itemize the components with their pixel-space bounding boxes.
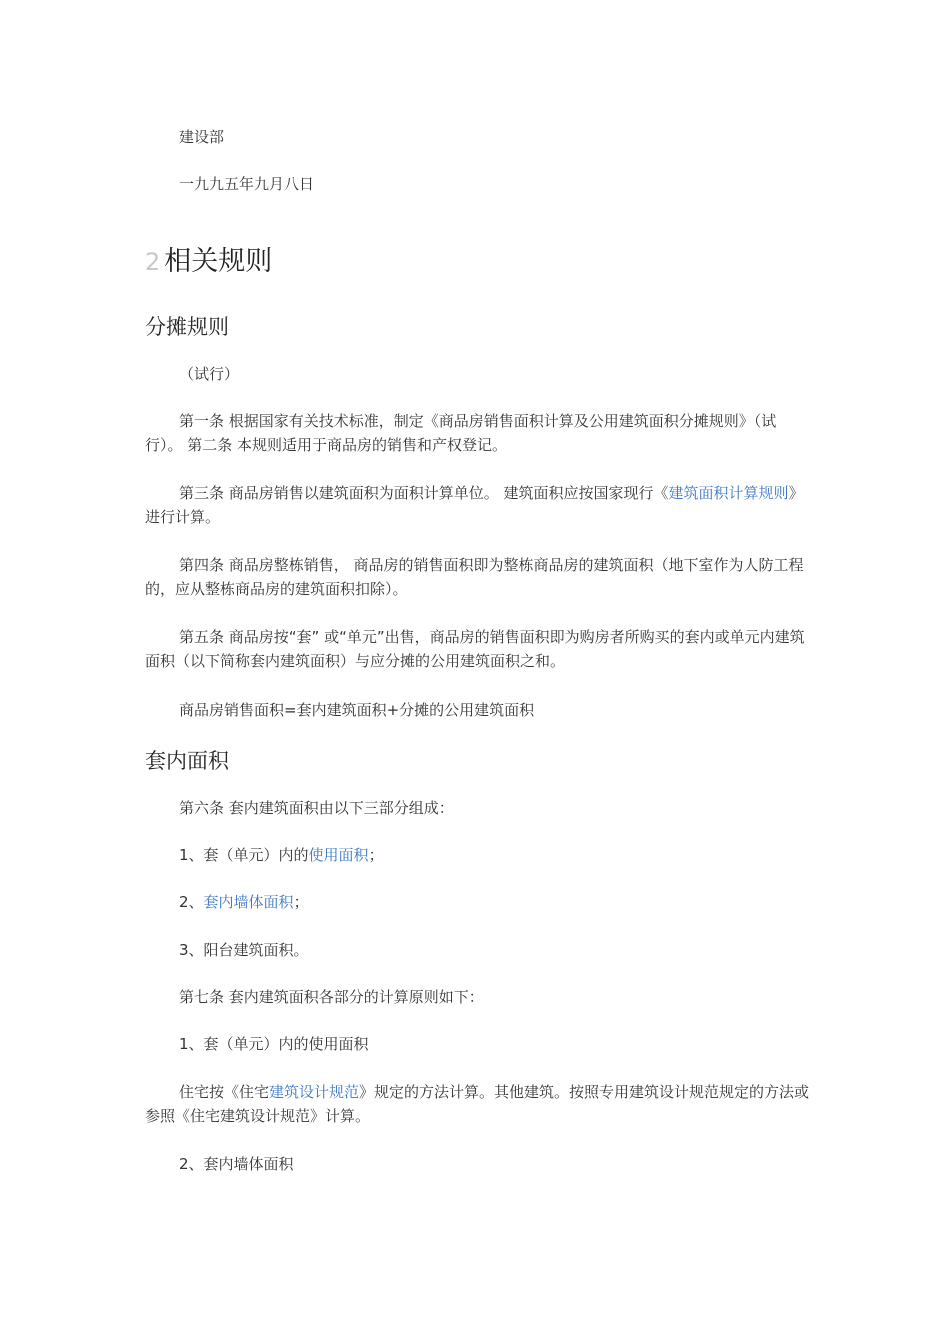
rule-usable-area-text-a: 住宅按《住宅	[179, 1083, 270, 1101]
subsection-heading-allocation: 分摊规则	[145, 315, 229, 339]
rule-usable-area-text-b: 》规定的方法计算。其他建筑。按照专用建筑设计规范规定的方法或参照《住宅建筑设计规范》计算。	[145, 1083, 810, 1125]
section-number: 2	[145, 248, 161, 276]
list-item-usable-area	[145, 843, 810, 867]
signature-date: 一九九五年九月八日	[179, 175, 315, 193]
signature-org: 建设部	[179, 128, 225, 146]
section-title: 相关规则	[164, 246, 273, 277]
trial-note: （试行）	[179, 365, 240, 383]
article-4: 第四条 商品房整栋销售， 商品房的销售面积即为整栋商品房的建筑面积（地下室作为人防工程的，应从整栋商品房的建筑面积扣除）。	[145, 556, 804, 598]
article-7: 第七条 套内建筑面积各部分的计算原则如下：	[179, 988, 484, 1006]
wall-area-link[interactable]: 套内墙体面积	[203, 893, 294, 911]
rule-usable-area-heading: 1、套（单元）内的使用面积	[179, 1035, 369, 1053]
article-3-text-b: 》进行计算。	[145, 484, 804, 526]
article-3	[145, 481, 810, 529]
list-item-wall-area	[145, 890, 810, 914]
list-item-2-text-b: ；	[293, 893, 309, 911]
rule-usable-area-text	[145, 1080, 810, 1128]
article-5: 第五条 商品房按“套” 或“单元”出售，商品房的销售面积即为购房者所购买的套内或单元内建筑面积（以下简称套内建筑面积）与应分摊的公用建筑面积之和。	[145, 628, 805, 670]
sales-area-formula: 商品房销售面积=套内建筑面积+分摊的公用建筑面积	[179, 701, 535, 719]
list-item-1-text-a: 1、套（单元）内的	[179, 846, 309, 864]
article-3-text-a: 第三条 商品房销售以建筑面积为面积计算单位。 建筑面积应按国家现行《	[179, 484, 669, 502]
article-6: 第六条 套内建筑面积由以下三部分组成：	[179, 799, 454, 817]
building-area-rules-link[interactable]: 建筑面积计算规则	[668, 484, 789, 502]
list-item-balcony-area: 3、阳台建筑面积。	[179, 941, 309, 959]
design-code-link[interactable]: 建筑设计规范	[269, 1083, 360, 1101]
usable-area-link[interactable]: 使用面积	[308, 846, 369, 864]
subsection-heading-unit-area: 套内面积	[145, 749, 229, 773]
section-heading	[145, 245, 810, 279]
article-1-2: 第一条 根据国家有关技术标准，制定《商品房销售面积计算及公用建筑面积分摊规则》（试行）。 第二条 本规则适用于商品房的销售和产权登记。	[145, 412, 777, 454]
list-item-1-text-b: ；	[368, 846, 384, 864]
rule-wall-area-heading: 2、套内墙体面积	[179, 1155, 294, 1173]
list-item-2-text-a: 2、	[179, 893, 204, 911]
